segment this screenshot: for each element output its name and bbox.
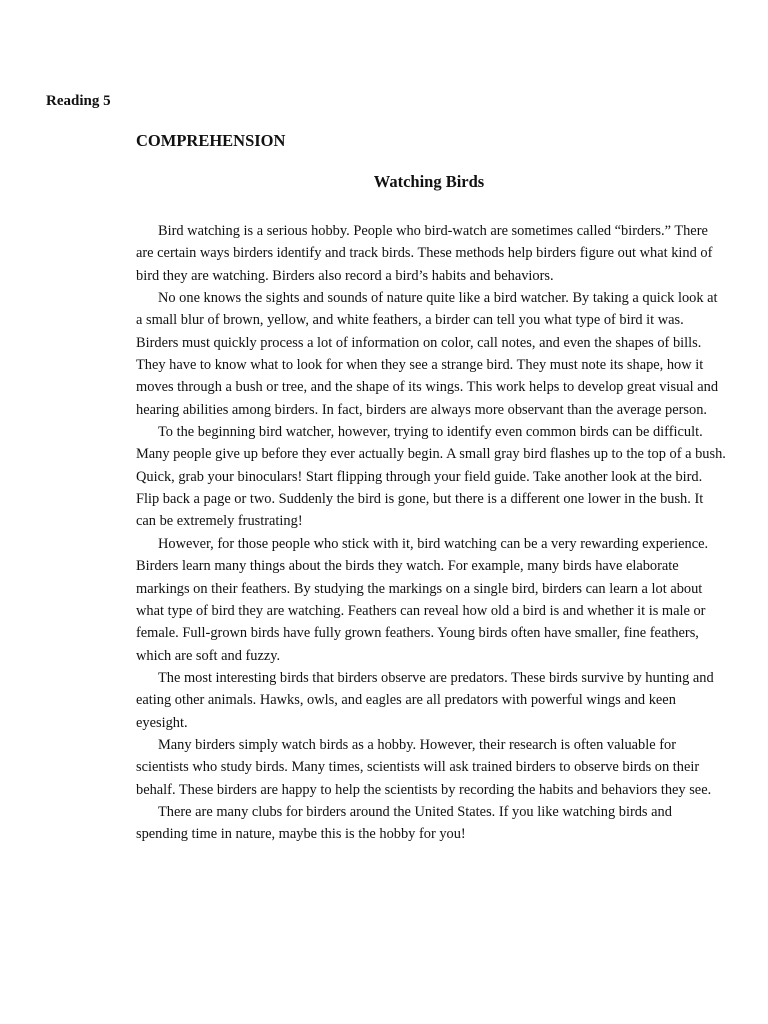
- paragraph-2: No one knows the sights and sounds of nature quite like a bird watcher. By taking a quick look at a small blur of brown, yellow, and white feathers, a birder can tell you what type of bird it was. Birders must quickly process a lot of information on color, call notes, and even the shapes of bills. They have to know what to look for when they see a strange bird. They must note its shape, how it moves through a bush or tree, and the shape of its wings. This work helps to develop great visual and hearing abilities among birders. In fact, birders are always more observant than the average person.: [136, 290, 719, 418]
- paragraph-6: Many birders simply watch birds as a hobby. However, their research is often valuable for scientists who study birds. Many times, scientists will ask trained birders to observe birds on their behalf. These birders are happy to help the scientists by recording the habits and behaviors they see.: [136, 736, 712, 798]
- story-title: Watching Birds: [373, 172, 485, 191]
- story-body: [136, 220, 726, 846]
- section-heading: COMPREHENSION: [136, 131, 286, 150]
- paragraph-3: To the beginning bird watcher, however, trying to identify even common birds can be difficult. Many people give up before they ever actually begin. A small gray bird flashes up to the top of a bush. Quick, grab your binoculars! Start flipping through your field guide. Take another look at the bird. Flip back a page or two. Suddenly the bird is gone, but there is a different one lower in the bush. It can be extremely frustrating!: [136, 424, 726, 530]
- paragraph-1: Bird watching is a serious hobby. People who bird-watch are sometimes called “birders.” There are certain ways birders identify and track birds. These methods help birders figure out what kind of bird they are watching. Birders also record a bird’s habits and behaviors.: [136, 223, 713, 284]
- reading-number-label: Reading 5: [46, 93, 111, 109]
- paragraph-7: There are many clubs for birders around the United States. If you like watching birds and spending time in nature, maybe this is the hobby for you!: [136, 803, 672, 843]
- paragraph-5: The most interesting birds that birders observe are predators. These birds survive by hunting and eating other animals. Hawks, owls, and eagles are all predators with powerful wings and keen eyesight.: [136, 669, 714, 731]
- paragraph-4: However, for those people who stick with it, bird watching can be a very rewarding experience. Birders learn many things about the birds they watch. For example, many birds have elaborate markings on their feathers. By studying the markings on a single bird, birders can learn a lot about what type of bird they are watching. Feathers can reveal how old a bird is and whether it is male or female. Full-grown birds have fully grown feathers. Young birds often have smaller, fine feathers, which are soft and fuzzy.: [136, 535, 709, 664]
